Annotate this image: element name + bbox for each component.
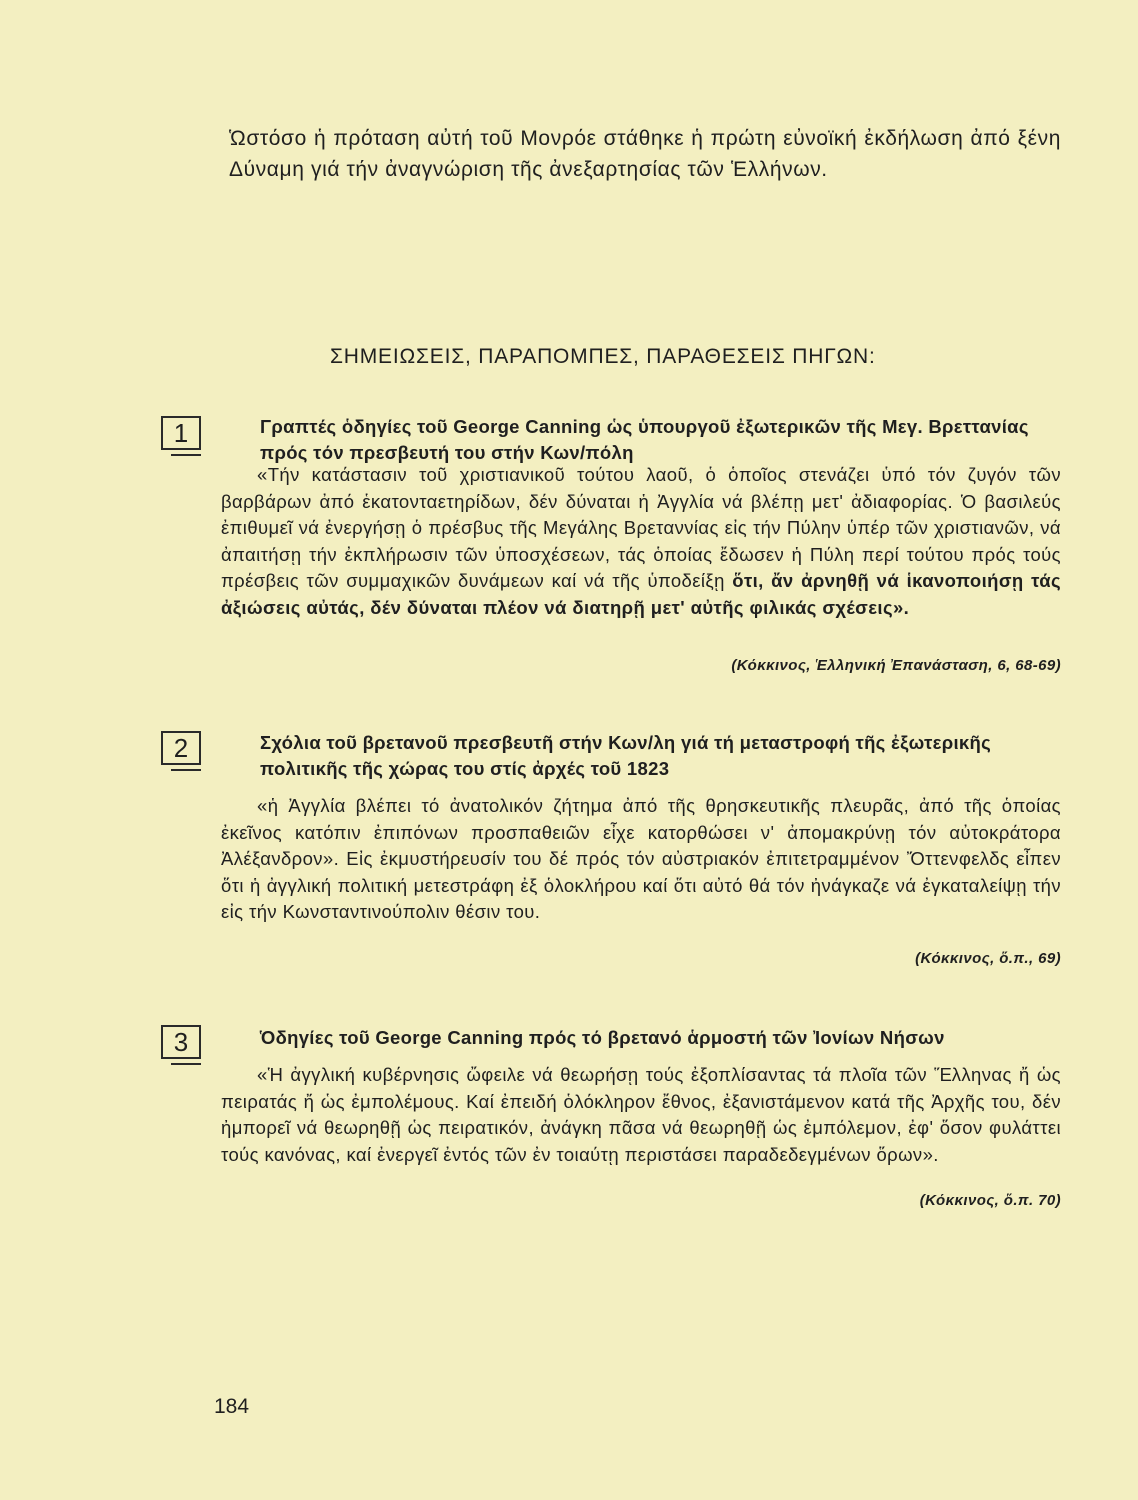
note-title-3: Ὁδηγίες τοῦ George Canning πρός τό βρετανό ἁρμοστή τῶν Ἰονίων Νήσων	[260, 1027, 945, 1048]
note-citation-3: (Κόκκινος, ὅ.π. 70)	[919, 1192, 1061, 1209]
page-number: 184	[214, 1395, 250, 1418]
note-citation-2: (Κόκκινος, ὅ.π., 69)	[915, 950, 1061, 967]
note-title-1: Γραπτές ὁδηγίες τοῦ George Canning ὡς ὑπουργοῦ ἐξωτερικῶν τῆς Μεγ. Βρεττανίας πρός τόν πρεσβευτή του στήν Κων/πόλη	[260, 416, 1029, 463]
note-body-3: «Ἡ ἀγγλική κυβέρνησις ὤφειλε νά θεωρήσῃ τούς ἐξοπλίσαντας τά πλοῖα τῶν Ἕλληνας ἤ ὡς πειρατάς ἤ ὡς ἐμπολέμους. Καί ἐπειδή ὁλόκληρον ἔθνος, ἐξανιστάμενον κατά τῆς Ἀρχῆς του, δέν ἠμπορεῖ νά θεωρηθῇ ὡς πειρατικόν, ἀνάγκη πᾶσα νά θεωρηθῇ ὡς ἐμπόλεμον, ἐφ' ὅσον φυλάττει τούς κανόνας, καί ἐνεργεῖ ἐντός τῶν ἐν τοιαύτῃ περιστάσει παραδεδεγμένων ὅρων».	[221, 1064, 1061, 1165]
note-citation-1: (Κόκκινος, Ἑλληνική Ἐπανάσταση, 6, 68-69)	[731, 657, 1061, 674]
note-body-1	[221, 462, 1061, 621]
note-body-1-text: «Τήν κατάστασιν τοῦ χριστιανικοῦ τούτου λαοῦ, ὁ ὁποῖος στενάζει ὑπό τόν ζυγόν τῶν βαρβάρων ἀπό ἑκατονταετηρίδων, δέν δύναται ἡ Ἀγγλία νά βλέπῃ μετ' ἀδιαφορίας. Ὁ βασιλεύς ἐπιθυμεῖ νά ἐνεργήσῃ ὁ πρέσβυς τῆς Μεγάλης Βρεταννίας εἰς τήν Πύλην ὑπέρ τῶν χριστιανῶν, νά ἀπαιτήσῃ τήν ἐκπλήρωσιν τῶν ὑποσχέσεων, τάς ὁποίας ἔδωσεν ἡ Πύλη περί τούτου πρός τούς πρέσβεις τῶν συμμαχικῶν δυνάμεων καί νά τῆς ὑποδείξῃ	[221, 464, 1061, 591]
intro-paragraph: Ὡστόσο ἡ πρόταση αὐτή τοῦ Μονρόε στάθηκε ἡ πρώτη εὐνοϊκή ἐκδήλωση ἀπό ξένη Δύναμη γιά τήν ἀναγνώριση τῆς ἀνεξαρτησίας τῶν Ἑλλήνων.	[229, 127, 1061, 181]
note-number-1: 1	[161, 416, 201, 450]
note-body-1-emphasis: ὅτι, ἄν ἀρνηθῇ νά ἱκανοποιήσῃ τάς ἀξιώσεις αὐτάς, δέν δύναται πλέον νά διατηρῇ μετ' αὐτῆς φιλικάς σχέσεις».	[221, 570, 1061, 618]
section-heading: ΣΗΜΕΙΩΣΕΙΣ, ΠΑΡΑΠΟΜΠΕΣ, ΠΑΡΑΘΕΣΕΙΣ ΠΗΓΩΝ:	[330, 345, 876, 368]
note-number-3: 3	[161, 1025, 201, 1059]
note-number-2: 2	[161, 731, 201, 765]
note-title-2: Σχόλια τοῦ βρετανοῦ πρεσβευτῆ στήν Κων/λη γιά τή μεταστροφή τῆς ἐξωτερικῆς πολιτικῆς τῆς χώρας του στίς ἀρχές τοῦ 1823	[260, 732, 992, 779]
note-body-2: «ἡ Ἀγγλία βλέπει τό ἀνατολικόν ζήτημα ἀπό τῆς θρησκευτικῆς πλευρᾶς, ἀπό τῆς ὁποίας ἐκεῖνος κατόπιν ἐπιπόνων προσπαθειῶν εἶχε κατορθώσει ν' ἀπομακρύνῃ τόν αὐτοκράτορα Ἀλέξανδρον». Εἰς ἐκμυστήρευσίν του δέ πρός τόν αὐστριακόν ἐπιτετραμμένον Ὄττενφελδς εἶπεν ὅτι ἡ ἀγγλική πολιτική μετεστράφη ἐξ ὁλοκλήρου καί ὅτι αὐτό θά τόν ἠνάγκαζε νά ἐγκαταλείψῃ τήν εἰς τήν Κωνσταντινούπολιν θέσιν του.	[221, 795, 1061, 922]
